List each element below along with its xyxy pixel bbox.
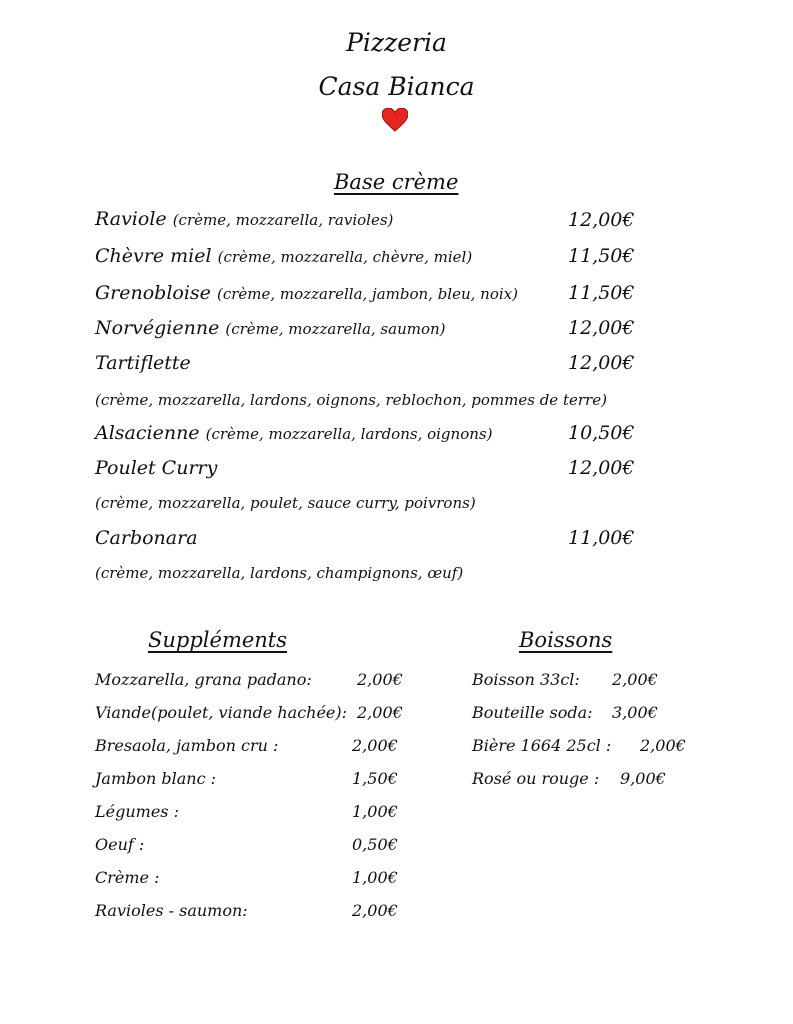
pizza-desc: (crème, mozzarella, saumon) — [225, 320, 446, 338]
pizza-price: 12,00€ — [568, 457, 635, 479]
supplement-label: Crème : — [95, 868, 160, 887]
pizza-name: Alsacienne — [95, 422, 200, 444]
pizza-desc: (crème, mozzarella, lardons, oignons, reblochon, pommes de terre) — [95, 391, 607, 409]
supplement-price: 2,00€ — [352, 736, 398, 755]
pizza-price: 12,00€ — [568, 352, 635, 374]
boisson-price: 2,00€ — [612, 670, 658, 689]
supplement-price: 1,50€ — [352, 769, 398, 788]
pizza-item-tartiflette — [95, 352, 191, 374]
pizza-price: 10,50€ — [568, 422, 635, 444]
pizza-name: Raviole — [95, 208, 167, 230]
pizza-item-norvegienne — [95, 317, 446, 339]
pizza-price: 11,50€ — [568, 245, 635, 267]
pizza-item-carbonara — [95, 527, 198, 549]
pizza-desc: (crème, mozzarella, lardons, champignons, œuf) — [95, 564, 464, 582]
pizza-name: Chèvre miel — [95, 245, 212, 267]
pizza-price: 12,00€ — [568, 209, 635, 231]
pizza-desc: (crème, mozzarella, jambon, bleu, noix) — [216, 285, 518, 303]
pizza-name: Carbonara — [95, 527, 198, 549]
pizza-name: Grenobloise — [95, 282, 211, 304]
menu-title-line2: Casa Bianca — [318, 72, 475, 101]
supplement-label: Jambon blanc : — [95, 769, 217, 788]
boisson-label: Bière 1664 25cl : — [472, 736, 612, 755]
pizza-price: 11,50€ — [568, 282, 635, 304]
pizza-name: Tartiflette — [95, 352, 191, 374]
supplement-price: 1,00€ — [352, 868, 398, 887]
pizza-name: Poulet Curry — [95, 457, 218, 479]
pizza-price: 11,00€ — [568, 527, 635, 549]
supplement-price: 0,50€ — [352, 835, 398, 854]
pizza-item-raviole — [95, 208, 393, 230]
pizza-desc: (crème, mozzarella, chèvre, miel) — [217, 248, 473, 266]
pizza-item-grenobloise — [95, 282, 518, 304]
supplement-label: Bresaola, jambon cru : — [95, 736, 279, 755]
pizza-item-poulet-curry — [95, 457, 217, 479]
pizza-price: 12,00€ — [568, 317, 635, 339]
boisson-price: 3,00€ — [612, 703, 658, 722]
supplement-label: Oeuf : — [95, 835, 145, 854]
boissons-heading: Boissons — [519, 628, 613, 652]
heart-icon — [382, 108, 408, 132]
supplement-label: Légumes : — [95, 802, 179, 821]
supplement-price: 1,00€ — [352, 802, 398, 821]
supplements-heading: Suppléments — [148, 628, 288, 652]
supplement-label: Mozzarella, grana padano: — [95, 670, 312, 689]
base-creme-heading: Base crème — [334, 170, 459, 194]
boisson-label: Bouteille soda: — [472, 703, 593, 722]
supplement-label: Viande(poulet, viande hachée): — [95, 703, 348, 722]
pizza-item-alsacienne — [95, 422, 492, 444]
supplement-price: 2,00€ — [357, 670, 403, 689]
menu-title-line1: Pizzeria — [346, 28, 447, 57]
pizza-item-chevre-miel — [95, 245, 472, 267]
boisson-price: 9,00€ — [620, 769, 666, 788]
pizza-desc: (crème, mozzarella, lardons, oignons) — [205, 425, 493, 443]
supplement-price: 2,00€ — [352, 901, 398, 920]
supplement-label: Ravioles - saumon: — [95, 901, 248, 920]
pizza-desc: (crème, mozzarella, poulet, sauce curry, poivrons) — [95, 494, 476, 512]
pizza-desc: (crème, mozzarella, ravioles) — [172, 211, 394, 229]
boisson-label: Boisson 33cl: — [472, 670, 580, 689]
boisson-price: 2,00€ — [640, 736, 686, 755]
boisson-label: Rosé ou rouge : — [472, 769, 600, 788]
supplement-price: 2,00€ — [357, 703, 403, 722]
pizza-name: Norvégienne — [95, 317, 220, 339]
